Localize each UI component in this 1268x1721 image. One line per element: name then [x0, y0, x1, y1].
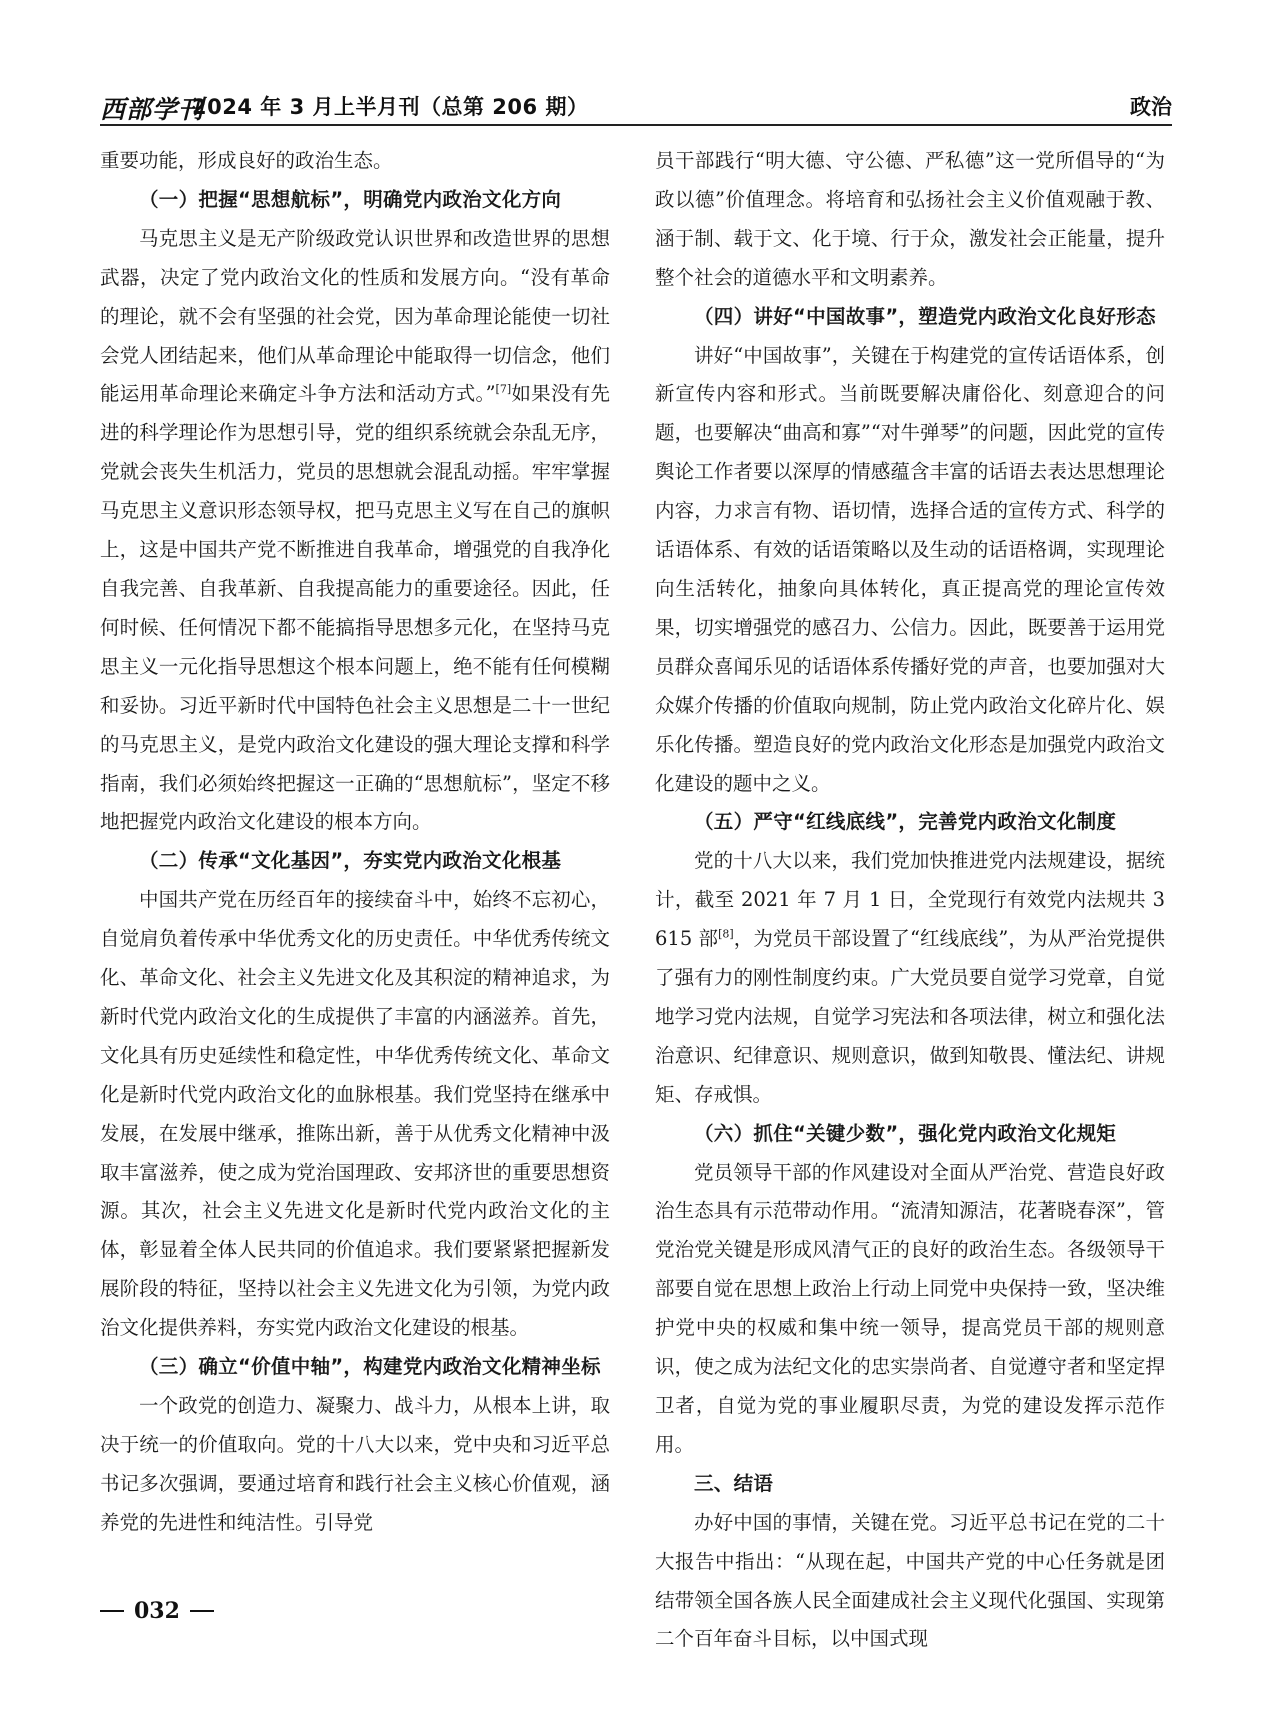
footer-dash [100, 1610, 124, 1612]
section-heading: （四）讲好“中国故事”，塑造党内政治文化良好形态 [694, 304, 1156, 328]
right-column [655, 142, 1165, 1659]
citation-ref: [8] [718, 927, 734, 941]
paragraph: 重要功能，形成良好的政治生态。 [100, 149, 393, 172]
paragraph: 员干部践行“明大德、守公德、严私德”这一党所倡导的“为政以德”价值理念。将培育和弘扬社会主义价值观融于教、涵于制、载于文、化于境、行于众，激发社会正能量，提升整个社会的道德水平和文明素养。 [655, 149, 1165, 289]
citation-ref: [7] [495, 382, 512, 396]
footer-dash [190, 1610, 214, 1612]
paragraph [100, 220, 610, 843]
page-header [100, 86, 1172, 126]
paragraph: 中国共产党在历经百年的接续奋斗中，始终不忘初心，自觉肩负着传承中华优秀文化的历史责任。中华优秀传统文化、革命文化、社会主义先进文化及其积淀的精神追求，为新时代党内政治文化的生成提供了丰富的内涵滋养。首先，文化具有历史延续性和稳定性，中华优秀传统文化、革命文化是新时代党内政治文化的血脉根基。我们党坚持在继承中发展，在发展中继承，推陈出新，善于从优秀文化精神中汲取丰富滋养，使之成为党治国理政、安邦济世的重要思想资源。其次，社会主义先进文化是新时代党内政治文化的主体，彰显着全体人民共同的价值追求。我们要紧紧把握新发展阶段的特征，坚持以社会主义先进文化为引领，为党内政治文化提供养料，夯实党内政治文化建设的根基。 [100, 888, 610, 1340]
section-heading: （一）把握“思想航标”，明确党内政治文化方向 [139, 187, 562, 211]
section-tag: 政治 [1130, 95, 1172, 119]
page-number: 032 [134, 1598, 180, 1624]
conclusion-heading: 三、结语 [694, 1471, 774, 1495]
paragraph: 讲好“中国故事”，关键在于构建党的宣传话语体系，创新宣传内容和形式。当前既要解决庸俗化、刻意迎合的问题，也要解决“曲高和寡”“对牛弹琴”的问题，因此党的宣传舆论工作者要以深厚的情感蕴含丰富的话语去表达思想理论内容，力求言有物、语切情，选择合适的宣传方式、科学的话语体系、有效的话语策略以及生动的话语格调，实现理论向生活转化，抽象向具体转化，真正提高党的理论宣传效果，切实增强党的感召力、公信力。因此，既要善于运用党员群众喜闻乐见的话语体系传播好党的声音，也要加强对大众媒介传播的价值取向规制，防止党内政治文化碎片化、娱乐化传播。塑造良好的党内政治文化形态是加强党内政治文化建设的题中之义。 [655, 343, 1165, 795]
paragraph: 一个政党的创造力、凝聚力、战斗力，从根本上讲，取决于统一的价值取向。党的十八大以来，党中央和习近平总书记多次强调，要通过培育和践行社会主义核心价值观，涵养党的先进性和纯洁性。引导党 [100, 1394, 610, 1534]
paragraph-text: ，为党员干部设置了“红线底线”，为从严治党提供了强有力的刚性制度约束。广大党员要自觉学习党章，自觉地学习党内法规，自觉学习宪法和各项法律，树立和强化法治意识、纪律意识、规则意识，做到知敬畏、懂法纪、讲规矩、存戒惧。 [655, 927, 1165, 1106]
paragraph: 办好中国的事情，关键在党。习近平总书记在党的二十大报告中指出：“从现在起，中国共产党的中心任务就是团结带领全国各族人民全面建成社会主义现代化强国、实现第二个百年奋斗目标，以中国式现 [655, 1510, 1165, 1651]
section-heading: （二）传承“文化基因”，夯实党内政治文化根基 [139, 849, 562, 873]
section-heading: （三）确立“价值中轴”，构建党内政治文化精神坐标 [139, 1355, 601, 1379]
paragraph [655, 842, 1165, 1114]
paragraph: 党员领导干部的作风建设对全面从严治党、营造良好政治生态具有示范带动作用。“流清知源洁，花著晓春深”，管党治党关键是形成风清气正的良好的政治生态。各级领导干部要自觉在思想上政治上行动上同党中央保持一致，坚决维护党中央的权威和集中统一领导，提高党员干部的规则意识，使之成为法纪文化的忠实崇尚者、自觉遵守者和坚定捍卫者，自觉为党的事业履职尽责，为党的建设发挥示范作用。 [655, 1160, 1165, 1456]
section-heading: （六）抓住“关键少数”，强化党内政治文化规矩 [694, 1121, 1117, 1145]
paragraph-text: 马克思主义是无产阶级政党认识世界和改造世界的思想武器，决定了党内政治文化的性质和发展方向。“没有革命的理论，就不会有坚强的社会党，因为革命理论能使一切社会党人团结起来，他们从革命理论中能取得一切信念，他们能运用革命理论来确定斗争方法和活动方式。” [100, 226, 610, 406]
issue-info: 2024 年 3 月上半月刊（总第 206 期） [192, 95, 589, 119]
journal-logo: 西部学刊 [100, 95, 205, 124]
paragraph-text: 党的十八大以来，我们党加快推进党内法规建设，据统计，截至 2021 年 7 月 1 日，全党现行有效党内法规共 3 615 部 [655, 849, 1165, 951]
section-heading: （五）严守“红线底线”，完善党内政治文化制度 [694, 810, 1117, 834]
page-footer [100, 1596, 224, 1626]
header-rule [100, 124, 1172, 126]
paragraph-text: 如果没有先进的科学理论作为思想引导，党的组织系统就会杂乱无序，党就会丧失生机活力，党员的思想就会混乱动摇。牢牢掌握马克思主义意识形态领导权，把马克思主义写在自己的旗帜上，这是中国共产党不断推进自我革命，增强党的自我净化自我完善、自我革新、自我提高能力的重要途径。因此，任何时候、任何情况下都不能搞指导思想多元化，在坚持马克思主义一元化指导思想这个根本问题上，绝不能有任何模糊和妥协。习近平新时代中国特色社会主义思想是二十一世纪的马克思主义，是党内政治文化建设的强大理论支撑和科学指南，我们必须始终把握这一正确的“思想航标”，坚定不移地把握党内政治文化建设的根本方向。 [100, 382, 610, 834]
left-column [100, 142, 610, 1543]
